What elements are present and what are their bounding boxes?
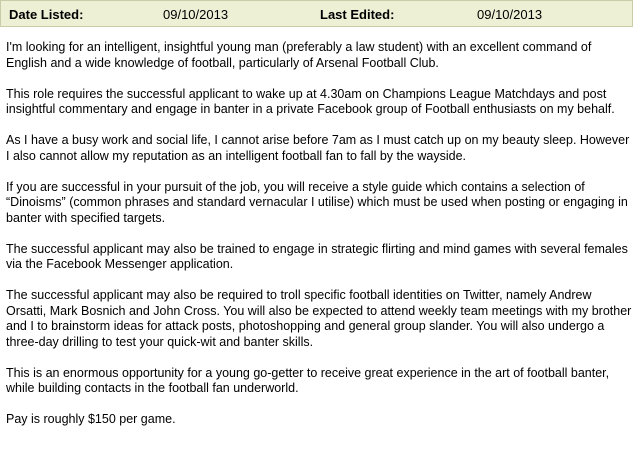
description-paragraph: This role requires the successful applicant to wake up at 4.30am on Champions League Matchdays and post insightful commentary and engage in banter in a private Facebook group of Football enthusiasts on my behalf.: [6, 86, 615, 116]
last-edited-label: Last Edited:: [320, 7, 395, 22]
pay-paragraph: Pay is roughly $150 per game.: [6, 412, 176, 426]
description-paragraph: As I have a busy work and social life, I cannot arise before 7am as I must catch up on my beauty sleep. However I also cannot allow my reputation as an intelligent football fan to fall by the wayside.: [6, 133, 630, 163]
date-listed-label: Date Listed:: [9, 7, 84, 22]
listing-description: [6, 40, 634, 443]
listing-meta-bar: [0, 0, 633, 27]
date-listed-value: 09/10/2013: [163, 7, 229, 22]
description-paragraph: I'm looking for an intelligent, insightful young man (preferably a law student) with an excellent command of English and a wide knowledge of football, particularly of Arsenal Football Club.: [6, 40, 592, 70]
last-edited-value: 09/10/2013: [477, 7, 543, 22]
description-paragraph: If you are successful in your pursuit of the job, you will receive a style guide which contains a selection of “Dinoisms” (common phrases and standard vernacular I utilise) which must be used when posting or engaging in banter with specified targets.: [6, 179, 628, 225]
description-paragraph: The successful applicant may also be trained to engage in strategic flirting and mind games with several females via the Facebook Messenger application.: [6, 241, 628, 271]
description-paragraph: The successful applicant may also be required to troll specific football identities on Twitter, namely Andrew Orsatti, Mark Bosnich and John Cross. You will also be expected to attend weekly team meetings with my brother and I to brainstorm ideas for attack posts, photoshopping and general group slander. You will also undergo a three-day drilling to test your quick-wit and banter skills.: [6, 288, 632, 349]
description-paragraph: This is an enormous opportunity for a young go-getter to receive great experience in the art of football banter, while building contacts in the football fan underworld.: [6, 365, 610, 395]
